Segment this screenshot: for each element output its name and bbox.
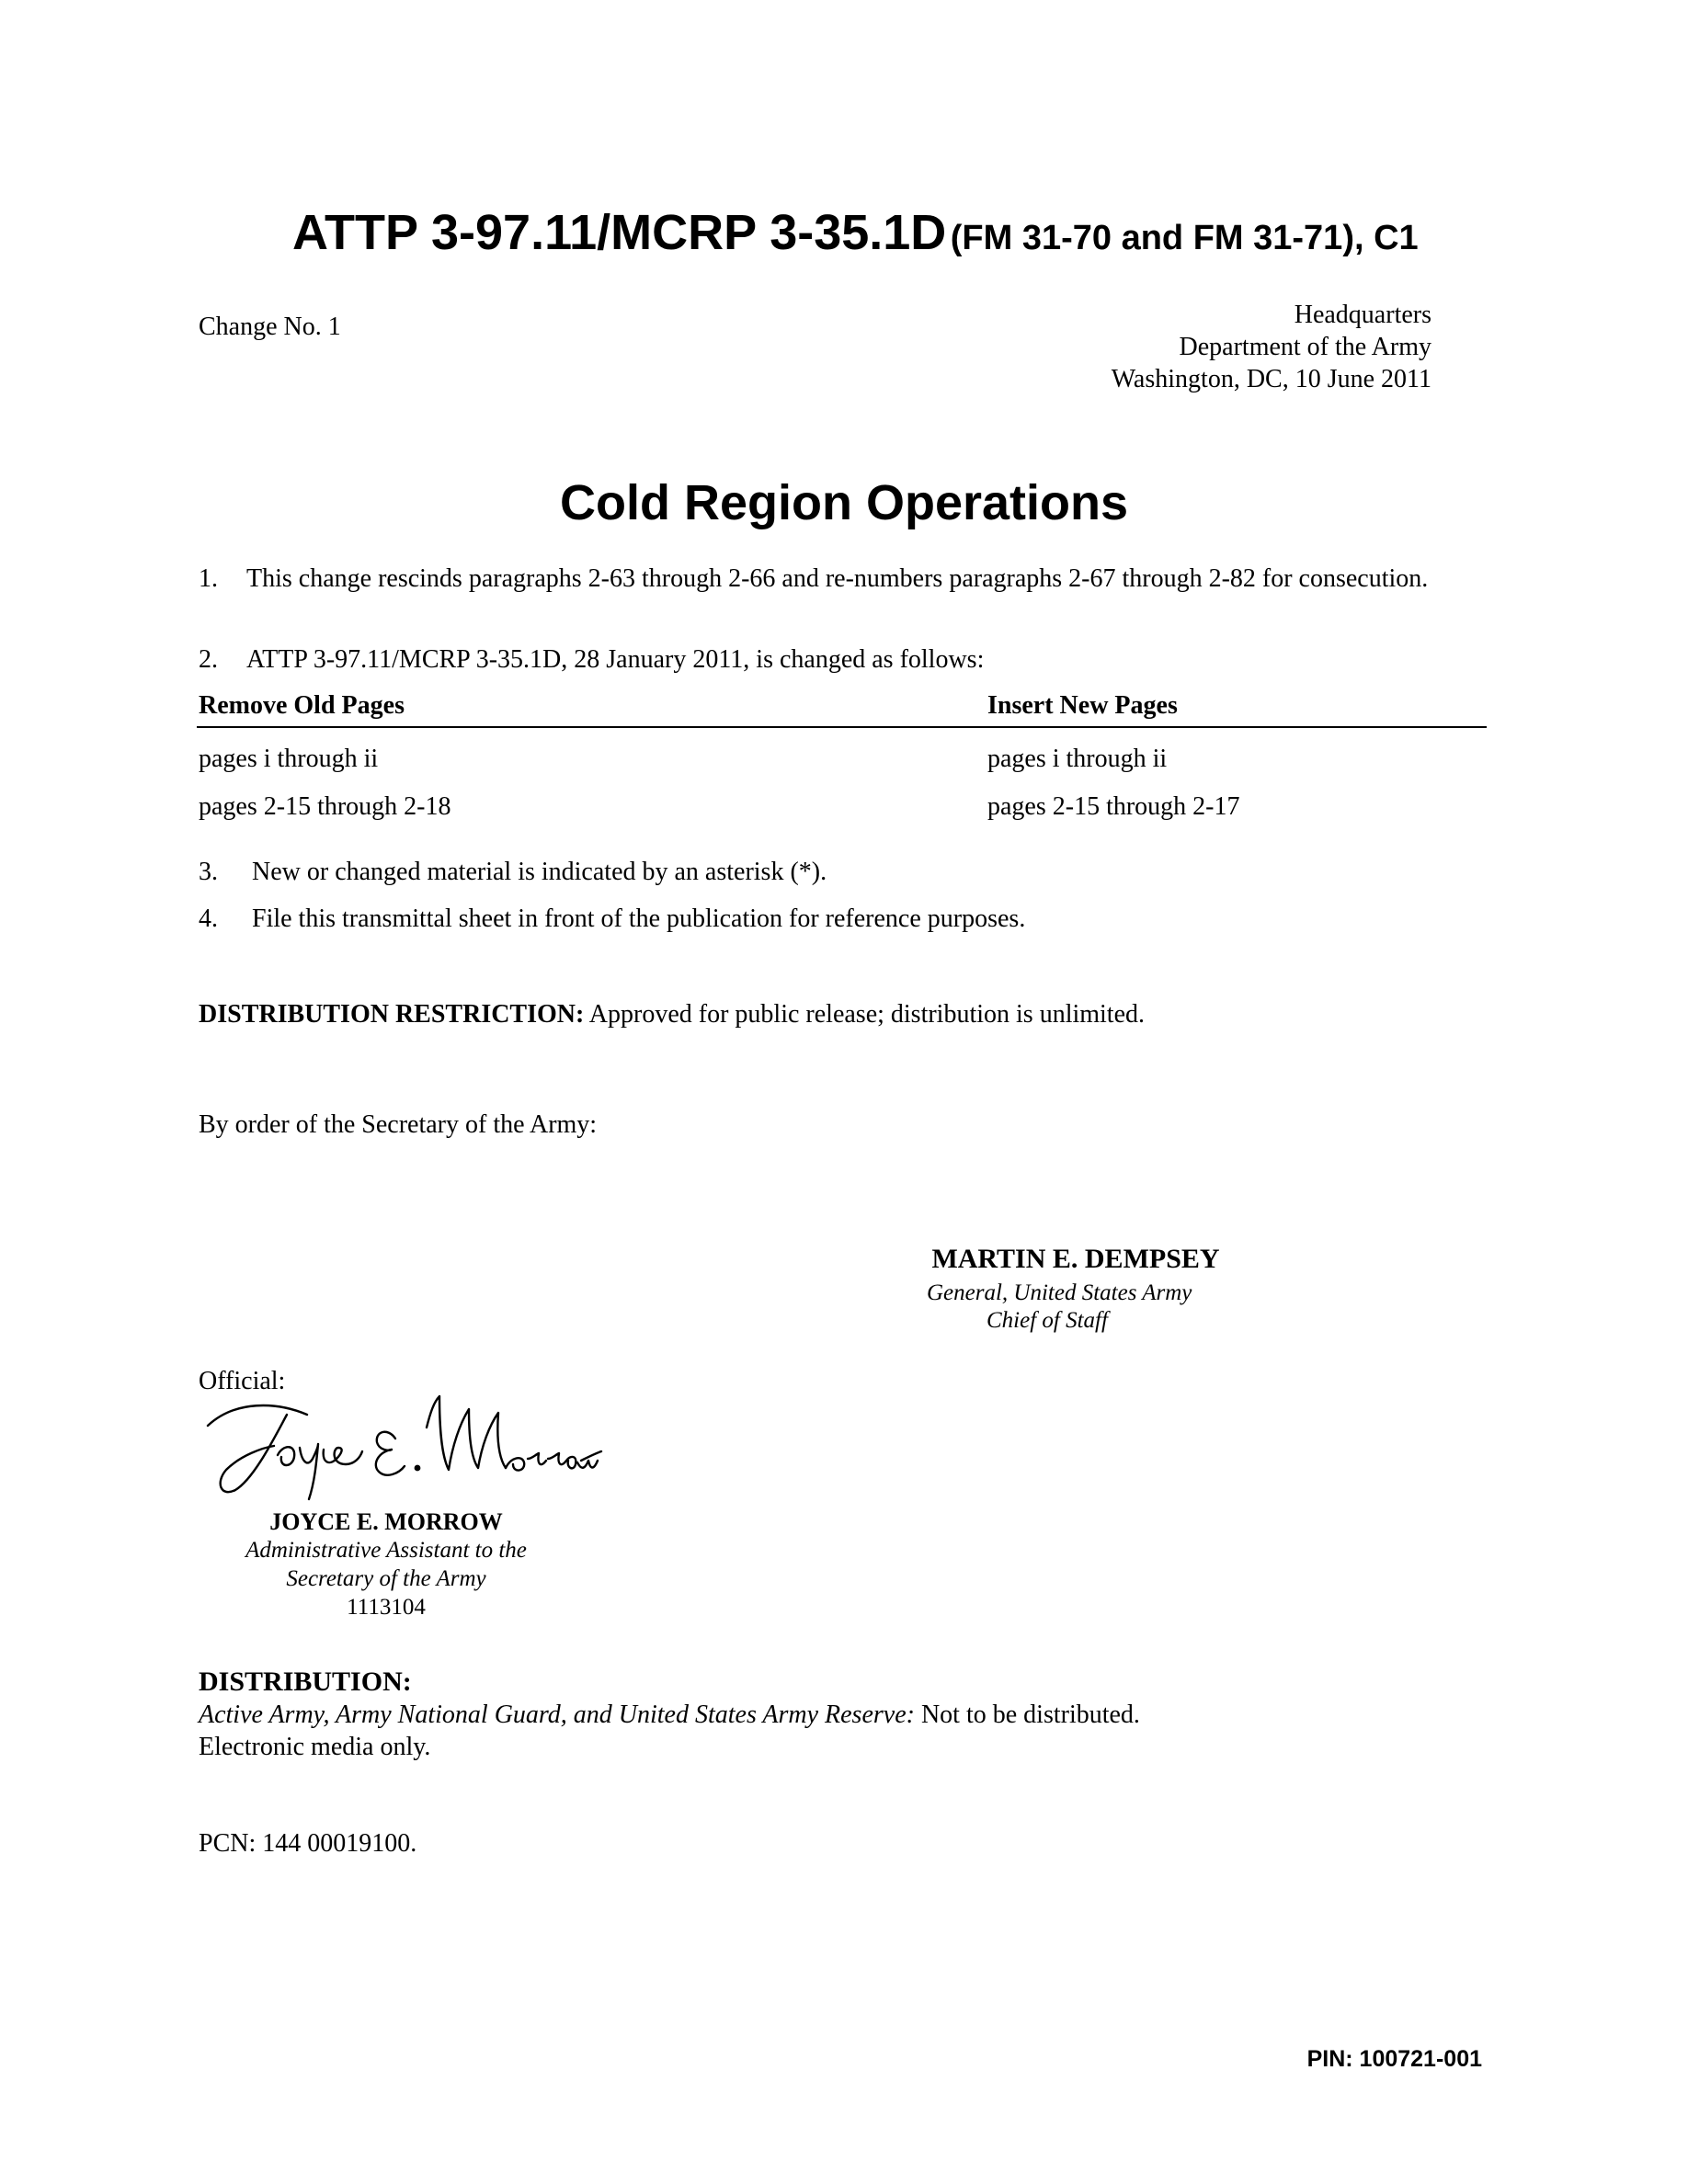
hq-line-3: Washington, DC, 10 June 2011	[1111, 365, 1431, 393]
table-cell-insert-2: pages 2-15 through 2-17	[987, 792, 1240, 821]
paragraph-4	[199, 904, 1484, 935]
paragraph-text: File this transmittal sheet in front of the publication for reference purposes.	[252, 904, 1026, 933]
distribution-restriction-label: DISTRIBUTION RESTRICTION:	[199, 1000, 585, 1029]
pcn-number: PCN: 144 00019100.	[199, 1829, 417, 1858]
paragraph-text: This change rescinds paragraphs 2-63 through 2-66 and re-numbers paragraphs 2-67 through 2-82 for consecution.	[246, 564, 1429, 593]
paragraph-2	[199, 644, 1484, 676]
distribution-heading: DISTRIBUTION:	[199, 1666, 412, 1697]
official-title-line-2: Secretary of the Army	[286, 1566, 486, 1591]
paragraph-1	[199, 563, 1484, 595]
chief-title-line-1: General, United States Army	[927, 1280, 1192, 1305]
pin-number: PIN: 100721-001	[1306, 2046, 1482, 2072]
paragraph-text: ATTP 3-97.11/MCRP 3-35.1D, 28 January 2011, is changed as follows:	[246, 645, 985, 674]
change-number: Change No. 1	[199, 313, 341, 341]
distribution-restriction-text: Approved for public release; distribution is unlimited.	[584, 1000, 1146, 1029]
handwritten-signature	[199, 1391, 603, 1510]
official-name: JOYCE E. MORROW	[269, 1508, 503, 1535]
order-line: By order of the Secretary of the Army:	[199, 1110, 598, 1139]
chief-title-line-2: Chief of Staff	[987, 1308, 1108, 1333]
official-signature-block	[211, 1507, 561, 1621]
official-label: Official:	[199, 1367, 286, 1395]
distribution-italic-text: Active Army, Army National Guard, and United States Army Reserve:	[199, 1701, 915, 1729]
paragraph-3	[199, 857, 1484, 888]
table-cell-remove-2: pages 2-15 through 2-18	[199, 792, 451, 821]
table-header-insert: Insert New Pages	[987, 691, 1178, 720]
document-title-subtitle: (FM 31-70 and FM 31-71), C1	[950, 219, 1419, 257]
table-header-rule	[197, 726, 1487, 728]
paragraph-text: New or changed material is indicated by an asterisk (*).	[252, 858, 827, 886]
hq-line-2: Department of the Army	[1179, 333, 1431, 361]
paragraph-number: 2.	[199, 645, 218, 674]
hq-line-1: Headquarters	[1294, 301, 1431, 329]
chief-name: MARTIN E. DEMPSEY	[931, 1244, 1220, 1274]
subject-heading: Cold Region Operations	[559, 475, 1129, 530]
table-cell-insert-1: pages i through ii	[987, 745, 1168, 773]
official-number: 1113104	[347, 1595, 426, 1620]
chief-signature-block	[864, 1244, 1287, 1275]
official-title-line-1: Administrative Assistant to the	[245, 1538, 527, 1563]
distribution-line-2: Electronic media only.	[199, 1733, 431, 1761]
distribution-text: Not to be distributed.	[914, 1701, 1140, 1729]
table-cell-remove-1: pages i through ii	[199, 745, 379, 773]
document-title-main: ATTP 3-97.11/MCRP 3-35.1D	[292, 205, 947, 260]
headquarters-block	[1112, 299, 1431, 395]
distribution-body	[199, 1699, 1140, 1763]
document-title	[292, 204, 1488, 261]
distribution-restriction	[199, 1000, 1145, 1029]
paragraph-number: 1.	[199, 564, 218, 593]
paragraph-number: 3.	[199, 858, 218, 886]
paragraph-number: 4.	[199, 904, 218, 933]
table-header-remove: Remove Old Pages	[199, 691, 405, 720]
